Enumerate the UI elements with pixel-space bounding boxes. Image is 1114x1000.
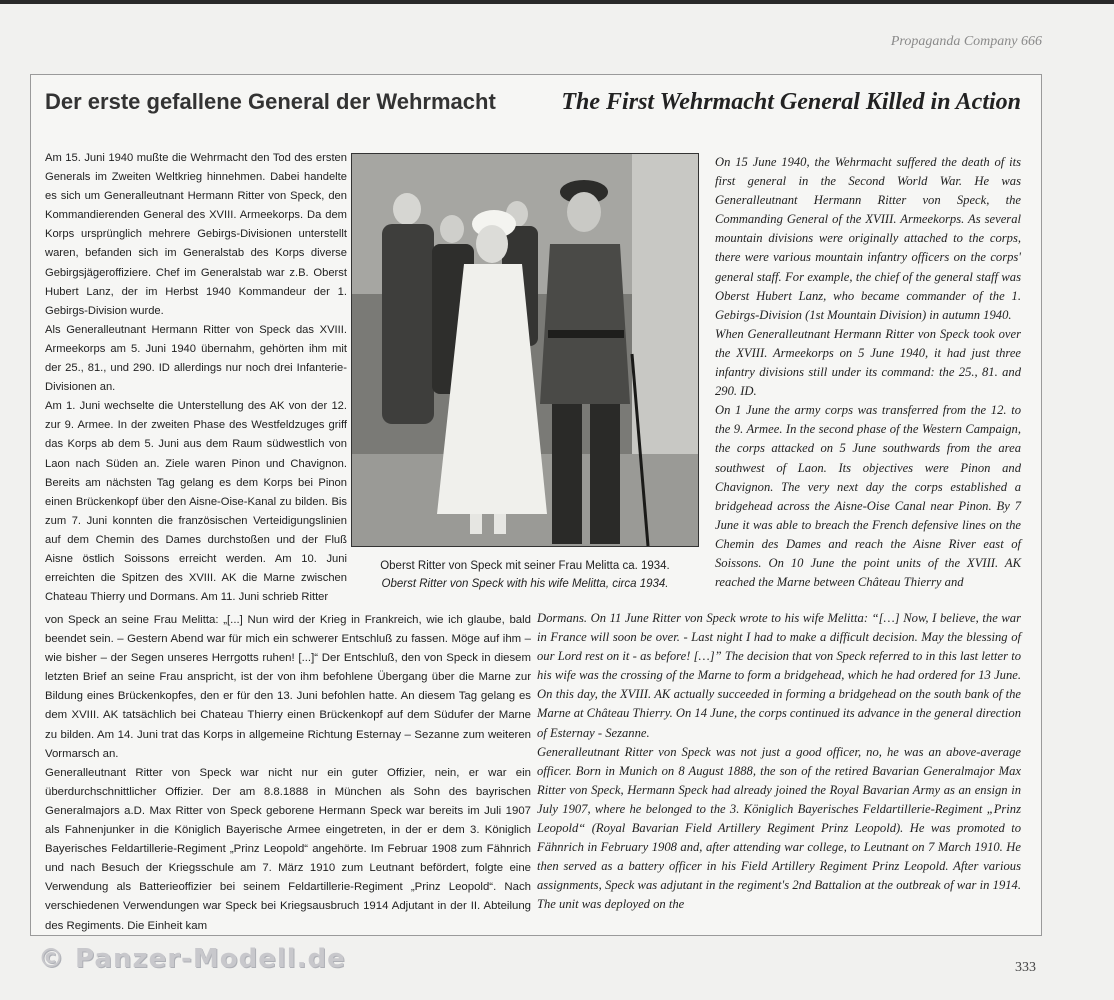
article-frame [30,74,1042,936]
english-paragraph: When Generalleutnant Hermann Ritter von Speck took over the XVIII. Armeekorps on 5 June 1940, it had just three infantry divisions still under its command: the 25., 81. and 290. ID. [715,326,1021,399]
historical-photo [351,153,699,547]
german-paragraph: Am 1. Juni wechselte die Unterstellung des AK von der 12. zur 9. Armee. In der zweiten Phase des Westfeldzuges griff das Korps ab dem 5. Juni aus dem Raum südwestlich von Laon nach Süden an. Ziele waren Pinon und Chavignon. Bereits am nächsten Tag gelang es dem Korps bei Pinon einen Brückenkopf über den Aisne-Oise-Kanal zu bilden. Bis zum 7. Juni konnten die französischen Verteidigungslinien auf dem Chemin des Dames durchstoßen und der Fluß Aisne östlich Soissons erreicht werden. Am 10. Juni erreichten die Spitzen des XVIII. AK die Marne zwischen Chateau Thierry und Dormans. Am 11. Juni schrieb Ritter [45,400,347,604]
book-page [0,4,1114,1000]
running-head: Propaganda Company 666 [890,34,1042,49]
photo-caption [351,557,699,593]
english-lower-block [537,609,1021,915]
english-paragraph: On 1 June the army corps was transferred from the 12. to the 9. Armee. In the second phase of the Western Campaign, the corps attacked on 5 June southwards from the area southwest of Laon. Its objectives were Pinon and Chavignon. The very next day the corps established a bridgehead across the Aisne-Oise Canal near Pinon. By 7 June it was able to breach the French defensive lines on the Chemin des Dames and reach the Aisne River east of Soissons. On 10 June the point units of the XVIII. AK reached the Marne between Château Thierry and [715,403,1021,590]
german-paragraph: Als Generalleutnant Hermann Ritter von Speck das XVIII. Armeekorps am 5. Juni 1940 übernahm, gehörten ihm mit der 25., 81., und 290. ID allerdings nur noch drei Infanterie-Divisionen an. [45,323,347,394]
german-column [45,149,347,607]
title-german: Der erste gefallene General der Wehrmacht [45,89,496,114]
german-paragraph: Generalleutnant Ritter von Speck war nicht nur ein guter Offizier, nein, er war ein überdurchschnittlicher Offizier. Der am 8.8.1888 in München als Sohn des bayrischen Generalmajors a.D. Max Ritter von Speck geborene Hermann Speck war bereits im Juli 1907 als Fahnenjunker in die Königlich Bayerische Armee eingetreten, in der er dem 3. Königlich Bayerisches Feldartillerie-Regiment „Prinz Leopold“ angehörte. Im Februar 1908 zum Fähnrich und nach Besuch der Kriegsschule am 7. März 1910 zum Leutnant befördert, folgte eine Verwendung als Batterieoffizier bei seinem Feldartillerie-Regiment „Prinz Leopold“. Nach verschiedenen Verwendungen war Speck bei Kriegsausbruch 1914 Adjutant in der II. Abteilung des Regiments. Die Einheit kam [45,766,531,932]
photo-illustration [352,154,699,547]
english-paragraph: On 15 June 1940, the Wehrmacht suffered the death of its first general in the Second World War. He was Generalleutnant Hermann Ritter von Speck, the Commanding General of the XVIII. Armeekorps. As several mountain divisions were originally attached to the corps, there were various mountain infantry officers on the corps' general staff. For example, the chief of the general staff was Oberst Hubert Lanz, who became commander of the 1. Gebirgs-Division (1st Mountain Division) in autumn 1940. [715,155,1021,322]
german-lower-block [45,611,531,936]
caption-german: Oberst Ritter von Speck mit seiner Frau Melitta ca. 1934. [380,560,670,572]
title-english: The First Wehrmacht General Killed in Action [561,89,1021,115]
german-paragraph: von Speck an seine Frau Melitta: „[...] Nun wird der Krieg in Frankreich, wie ich glaube, bald beendet sein. – Gestern Abend war für mich ein schwerer Entschluß zu fassen. Möge auf ihm – wie bisher – der Segen unseres Herrgotts ruhen! [...]“ Der Entschluß, den von Speck in diesem letzten Brief an seine Frau anspricht, ist der von ihm befohlene Übergang über die Marne zur Bildung eines Brückenkopfes, den er für den 13. Juni befohlen hatte. An diesem Tag gelang es dem XVIII. AK tatsächlich bei Chateau Thierry einen Brückenkopf auf dem Südufer der Marne zu bilden. Am 14. Juni trat das Korps in allgemeine Richtung Esternay – Sezanne zum weiteren Vormarsch an. [45,614,531,760]
page-number: 333 [1015,960,1036,975]
german-paragraph: Am 15. Juni 1940 mußte die Wehrmacht den Tod des ersten Generals im Zweiten Weltkrieg hinnehmen. Dabei handelte es sich um Generalleutnant Hermann Ritter von Speck, den Kommandierenden General des XVIII. Armeekorps. Da dem Korps ursprünglich mehrere Gebirgs-Divisionen unterstellt waren, befanden sich im Generalstab des Korps diverse Gebirgsjägeroffiziere. Chef im Generalstab war z.B. Oberst Hubert Lanz, der im Herbst 1940 Kommandeur der 1. Gebirgs-Division wurde. [45,152,347,317]
english-paragraph: Generalleutnant Ritter von Speck was not just a good officer, no, he was an above-average officer. Born in Munich on 8 August 1888, the son of the retired Bavarian Generalmajor Max Ritter von Speck, Hermann Speck had already joined the Royal Bavarian Army as an ensign in July 1907, where he belonged to the 3. Königlich Bayerisches Feldartillerie-Regiment „Prinz Leopold“ (Royal Bavarian Field Artillery Regiment Prinz Leopold). He was promoted to Fähnrich in February 1908 and, after attending war college, to Leutnant on 7 March 1910. He then served as a battery officer in his Field Artillery Regiment Prinz Leopold. After various assignments, Speck was adjutant in the regiment's 2nd Battalion at the outbreak of war in 1914. The unit was deployed on the [537,744,1021,912]
english-column [715,153,1021,592]
english-paragraph: Dormans. On 11 June Ritter von Speck wrote to his wife Melitta: “[…] Now, I believe, the war in France will soon be over. - Last night I had to make a difficult decision. May the blessing of our Lord rest on it - as before! […]” The decision that von Speck referred to in this last letter to his wife was the crossing of the Marne to form a bridgehead, which he had ordered for 13 June. On this day, the XVIII. AK actually succeeded in forming a bridgehead on the south bank of the Marne at Château Thierry. On 14 June, the corps continued its advance in the general direction of Esternay - Sezanne. [537,611,1021,740]
copyright-watermark: © Panzer-Modell.de [38,944,346,974]
caption-english: Oberst Ritter von Speck with his wife Melitta, circa 1934. [381,578,669,590]
